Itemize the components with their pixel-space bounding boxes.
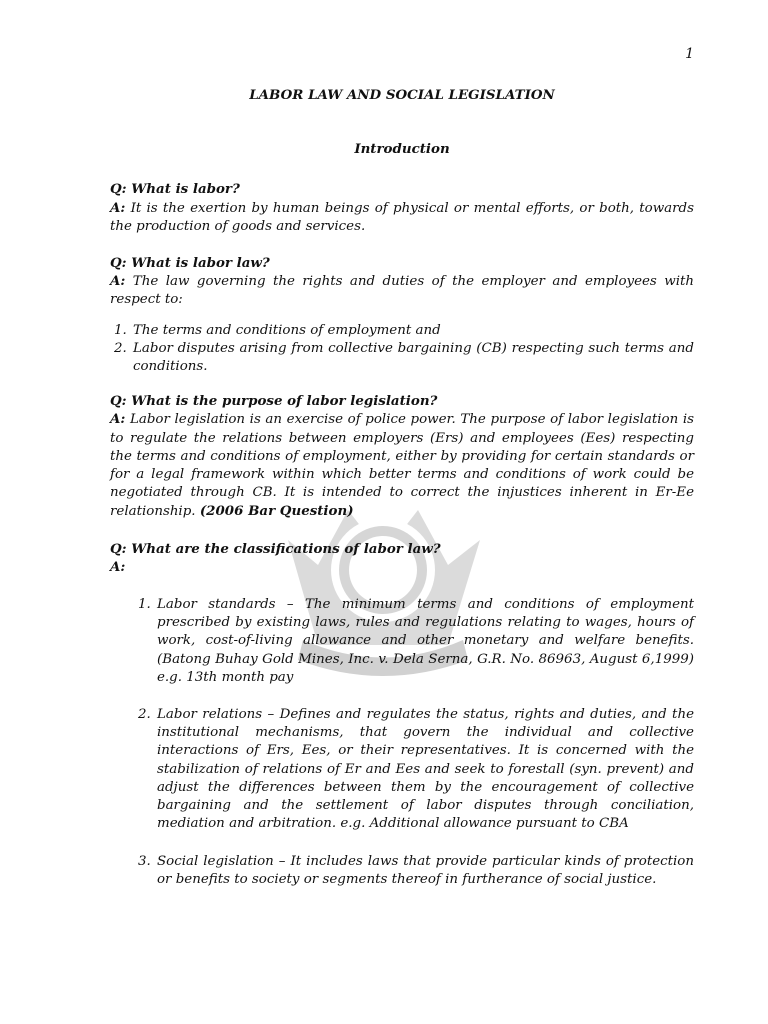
question: Q: What are the classifications of labor law? — [110, 540, 441, 557]
question: Q: What is labor law? — [110, 255, 270, 272]
answer-text: It is the exertion by human beings of physical or mental efforts, or both, towards the production of goods and services. — [110, 200, 694, 234]
list-item: 1. The terms and conditions of employment and — [131, 322, 694, 340]
qa-classifications — [110, 540, 694, 889]
qa-what-is-labor — [110, 180, 694, 236]
document-body — [110, 86, 694, 908]
page-number: 1 — [685, 46, 694, 62]
bar-question-note: (2006 Bar Question) — [199, 503, 354, 520]
answer — [110, 199, 694, 236]
list-item: 2. Labor disputes arising from collective bargaining (CB) respecting such terms and conditions. — [131, 340, 694, 376]
list-item: 3. Social legislation – It includes laws that provide particular kinds of protection or benefits to society or segments thereof in furtherance of social justice. — [155, 853, 694, 889]
question: Q: What is labor? — [110, 181, 240, 198]
question: Q: What is the purpose of labor legislation? — [110, 393, 438, 410]
list-item: 1. Labor standards – The minimum terms and conditions of employment prescribed by existing laws, rules and regulations relating to wages, hours of work, cost-of-living allowance and other monetary and welfare benefits. (Batong Buhay Gold Mines, Inc. v. Dela Serna, G.R. No. 86963, August 6,1999) e.g. 13th month pay — [155, 596, 694, 687]
answer-label: A: — [110, 411, 126, 428]
answer-label: A: — [110, 558, 126, 575]
answer-text: The law governing the rights and duties of the employer and employees with respect to: — [110, 274, 694, 308]
classifications-list — [110, 596, 694, 889]
qa-what-is-labor-law — [110, 254, 694, 376]
answer-text: Labor legislation is an exercise of police power. The purpose of labor legislation is to regulate the relations between employers (Ers) and employees (Ees) respecting the terms and conditions of employment, either by providing for certain standards or for a legal framework within which better terms and conditions of work could be negotiated through CB. It is intended to correct the injustices inherent in Er-Ee relationship. — [110, 412, 694, 520]
labor-law-list — [110, 322, 694, 377]
section-heading: Introduction — [354, 141, 450, 158]
document-title: LABOR LAW AND SOCIAL LEGISLATION — [249, 87, 555, 103]
qa-purpose-of-legislation — [110, 392, 694, 521]
answer-label: A: — [110, 199, 126, 216]
list-item: 2. Labor relations – Defines and regulates the status, rights and duties, and the institutional mechanisms, that govern the individual and collective interactions of Ers, Ees, or their representatives. It is concerned with the stabilization of relations of Er and Ees and seek to forestall (syn. prevent) and adjust the differences between them by the encouragement of collective bargaining and the settlement of labor disputes through conciliation, mediation and arbitration. e.g. Additional allowance pursuant to CBA — [155, 706, 694, 833]
answer-label: A: — [110, 273, 126, 290]
answer — [110, 272, 694, 309]
answer — [110, 410, 694, 521]
